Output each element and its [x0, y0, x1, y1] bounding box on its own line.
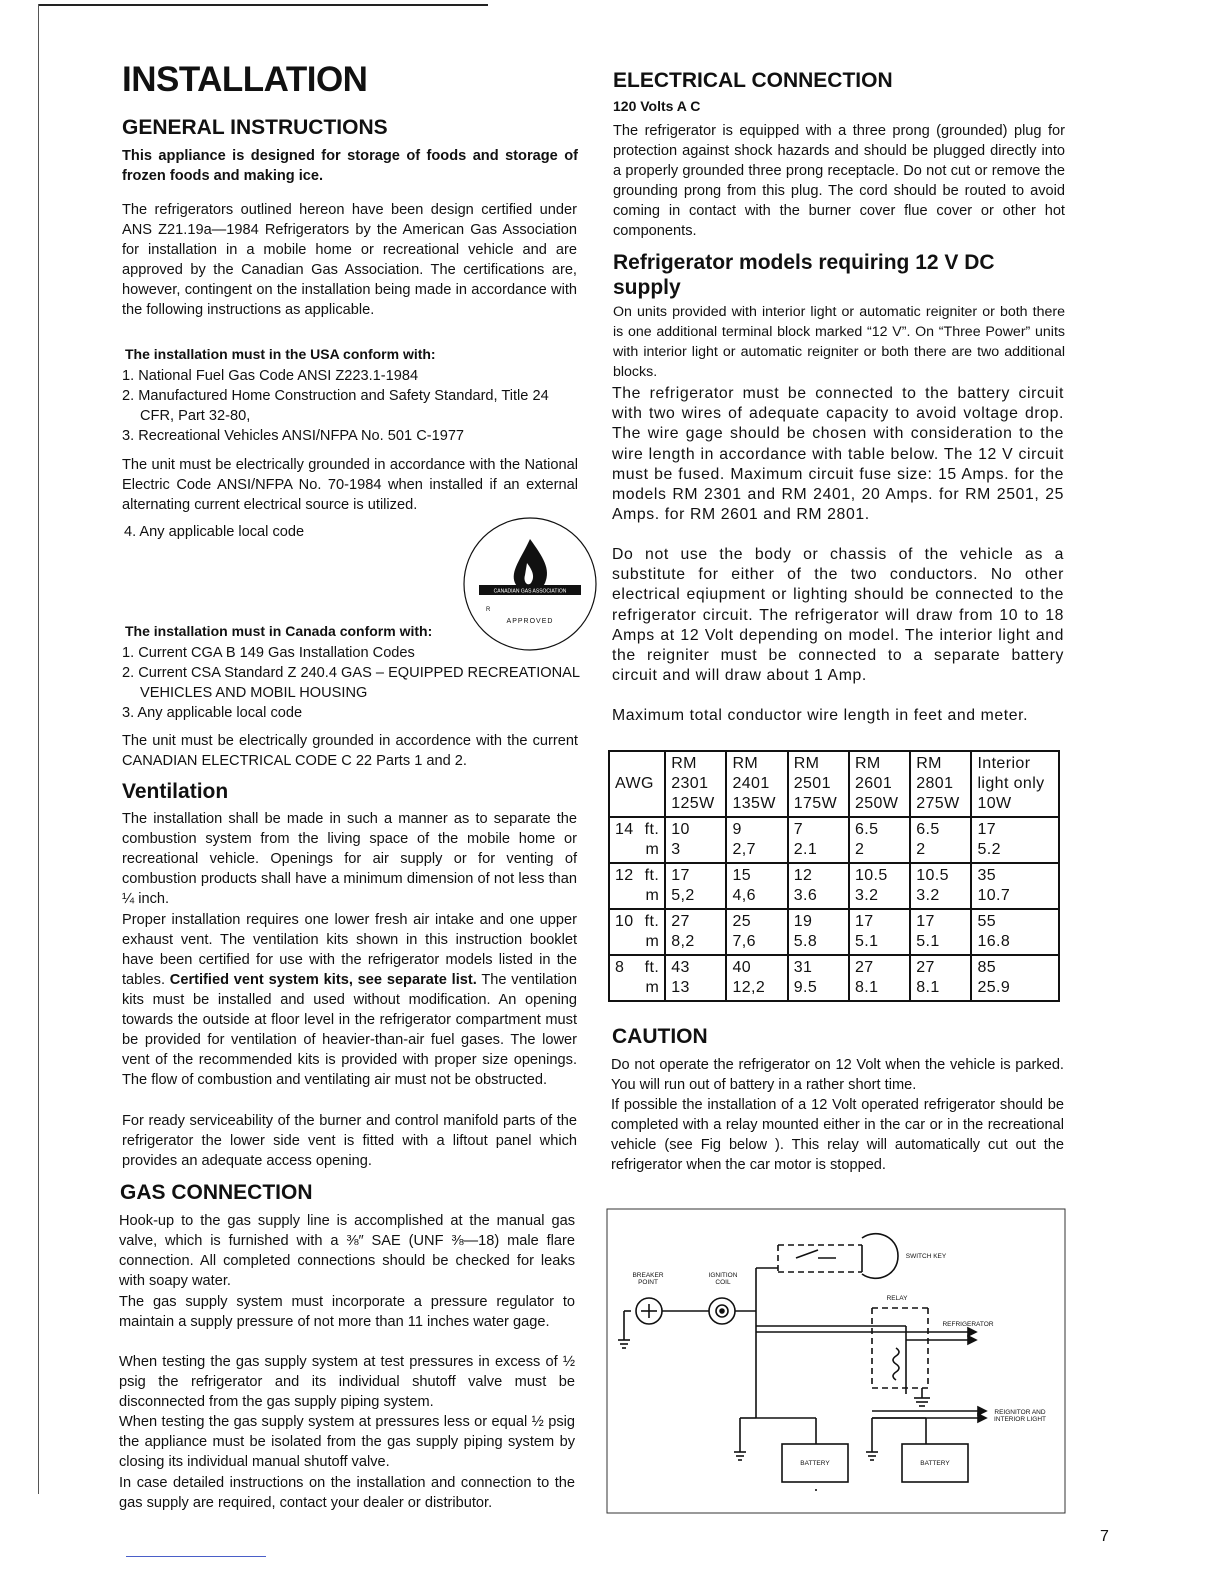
- table-cell: [910, 817, 971, 863]
- table-cell: [910, 909, 971, 955]
- unit-m: m: [645, 887, 660, 904]
- usa-item-1: 1. National Fuel Gas Code ANSI Z223.1-1984: [122, 368, 419, 384]
- label-battery-1: BATTERY: [800, 1460, 830, 1467]
- cell-ft: 19: [793, 913, 813, 930]
- header-text: RM: [916, 755, 942, 772]
- caution-para-1: Do not operate the refrigerator on 12 Volt when the vehicle is parked. You will run out of battery in a rather short time.: [611, 1057, 1064, 1093]
- gas-para-4: When testing the gas supply system at pressures less or equal ½ psig the appliance must be isolated from the gas supply piping system by closing its individual manual shutoff valve.: [119, 1414, 575, 1470]
- table-cell: [971, 863, 1059, 909]
- awg-value: 12: [615, 867, 634, 884]
- header-awg: [609, 751, 665, 817]
- ventilation-para-2b: The ventilation kits must be installed and used without modification. An opening towards the outside at floor level in the refrigerator compartment must be provided for ventilation of heavier-than-air fuel gases. The lower vent of the recommended kits is provided with proper size openings. The flow of combustion and ventilating air must not be obstructed.: [122, 972, 577, 1088]
- header-interior-light: [971, 751, 1059, 817]
- canada-heading: The installation must in Canada conform with:: [125, 623, 433, 639]
- header-text: 250W: [854, 795, 899, 812]
- caution-heading: CAUTION: [612, 1025, 708, 1048]
- table-cell: [910, 955, 971, 1001]
- electrical-para-1: The refrigerator is equipped with a three prong (grounded) plug for protection against shock hazards and should be plugged directly into a properly grounded three prong receptacle. Do not cut or remove the grounding prong from this plug. The cord should be routed to avoid coming in contact with the burner cover flue cover or other hot components.: [613, 123, 1065, 239]
- cell-m: 5.1: [854, 933, 879, 950]
- cell-m: 8.1: [916, 979, 940, 996]
- header-text: RM: [854, 755, 881, 772]
- header-rm2301: [665, 751, 726, 817]
- header-text: light only: [977, 775, 1045, 792]
- header-text: RM: [671, 755, 697, 772]
- ventilation-para-2: [122, 910, 577, 1090]
- table-row: [609, 955, 1059, 1001]
- cell-ft: 25: [732, 913, 752, 930]
- general-para-2: The unit must be electrically grounded in accordance with the National Electric Code ANSI/NFPA No. 70-1984 when installed if an external alternating current electrical source is utilized.: [122, 457, 578, 513]
- cell-m: 2: [916, 841, 926, 858]
- cell-m: 8,2: [671, 933, 695, 950]
- unit-ft: ft.: [644, 913, 660, 930]
- awg-cell: [609, 863, 665, 909]
- cell-ft: 12: [793, 867, 813, 884]
- cell-ft: 15: [732, 867, 752, 884]
- header-text: 2601: [854, 775, 893, 792]
- table-cell: [971, 817, 1059, 863]
- caution-para-2: If possible the installation of a 12 Volt operated refrigerator should be completed with a relay mounted either in the car or in the recreational vehicle (see Fig below ). This relay will automatically cut out the refrigerator when the car motor is stopped.: [611, 1097, 1064, 1173]
- usa-list: [122, 366, 582, 446]
- canada-item-1: 1. Current CGA B 149 Gas Installation Codes: [122, 645, 415, 661]
- gas-para-1: Hook-up to the gas supply line is accomplished at the manual gas valve, which is furnished with a ⅜″ SAE (UNF ⅜—18) male flare connection. All completed connections should be checked for leaks with soapy water.: [119, 1213, 575, 1289]
- cell-m: 3: [671, 841, 681, 858]
- table-cell: [788, 817, 849, 863]
- page-number: 7: [1100, 1528, 1109, 1545]
- cell-ft: 17: [916, 913, 935, 930]
- usa-item-3: 3. Recreational Vehicles ANSI/NFPA No. 501 C-1977: [122, 428, 465, 444]
- table-cell: [849, 863, 910, 909]
- ventilation-kits-note: Certified vent system kits, see separate list.: [169, 972, 477, 988]
- footnote-rule: [126, 1556, 266, 1557]
- unit-ft: ft.: [644, 821, 660, 838]
- general-para-3: The unit must be electrically grounded in accordence with the current CANADIAN ELECTRICAL CODE C 22 Parts 1 and 2.: [122, 733, 578, 769]
- label-battery-2: BATTERY: [920, 1460, 950, 1467]
- electrical-heading: ELECTRICAL CONNECTION: [613, 69, 893, 92]
- header-text: 125W: [671, 795, 715, 812]
- usa-item-4: 4. Any applicable local code: [124, 524, 305, 540]
- electrical-sub: 120 Volts A C: [613, 98, 701, 114]
- usa-item-2: 2. Manufactured Home Construction and Safety Standard, Title 24 CFR, Part 32-80,: [122, 388, 549, 424]
- general-para-1: The refrigerators outlined hereon have been design certified under ANS Z21.19a—1984 Refrigerators by the American Gas Association for installation in a mobile home or recreational vehicle and are approved by the Canadian Gas Association. The certifications are, however, contingent on the installation being made in accordance with the following instructions as applicable.: [122, 202, 577, 318]
- cell-ft: 27: [671, 913, 690, 930]
- cell-m: 3.6: [793, 887, 818, 904]
- table-row: [609, 909, 1059, 955]
- table-cell: [726, 863, 787, 909]
- cell-m: 2,7: [732, 841, 756, 858]
- cell-ft: 10.5: [916, 867, 949, 884]
- cell-m: 7,6: [732, 933, 756, 950]
- cell-m: 4,6: [732, 887, 756, 904]
- cell-ft: 27: [854, 959, 874, 976]
- table-cell: [726, 955, 787, 1001]
- awg-cell: [609, 909, 665, 955]
- header-awg-label: AWG: [615, 775, 654, 792]
- gas-para-2: The gas supply system must incorporate a pressure regulator to maintain a supply pressure of not more than 11 inches water gage.: [119, 1294, 575, 1330]
- cell-m: 8.1: [854, 979, 879, 996]
- awg-value: 10: [615, 913, 634, 930]
- table-cell: [726, 817, 787, 863]
- cell-m: 3.2: [916, 887, 940, 904]
- table-header-row: [609, 751, 1059, 817]
- unit-m: m: [645, 841, 660, 858]
- general-instructions-heading: GENERAL INSTRUCTIONS: [122, 116, 388, 139]
- header-text: 275W: [916, 795, 960, 812]
- page-title: INSTALLATION: [122, 60, 368, 99]
- cell-ft: 9: [732, 821, 742, 838]
- header-rm2801: [910, 751, 971, 817]
- cell-ft: 7: [793, 821, 803, 838]
- cell-m: 5.8: [793, 933, 818, 950]
- table-cell: [849, 955, 910, 1001]
- ventilation-para-1: The installation shall be made in such a manner as to separate the combustion system from the living space of the mobile home or recreational vehicle. Openings for air supply or for venting of combustion products shall have a minimum dimension of not less than ¼ inch.: [122, 811, 577, 907]
- gas-para-3: When testing the gas supply system at test pressures in excess of ½ psig the refrigerator and its individual shutoff valve must be disconnected from the gas supply piping system.: [119, 1354, 575, 1410]
- header-text: Interior: [977, 755, 1031, 772]
- cell-ft: 55: [977, 913, 997, 930]
- cell-ft: 35: [977, 867, 997, 884]
- badge-mark: R: [486, 607, 491, 613]
- table-cell: [971, 955, 1059, 1001]
- cell-m: 13: [671, 979, 690, 996]
- cell-m: 9.5: [793, 979, 818, 996]
- awg-value: 14: [615, 821, 634, 838]
- cell-m: 5,2: [671, 887, 695, 904]
- wire-length-table: [608, 750, 1060, 1002]
- table-cell: [910, 863, 971, 909]
- label-switch-key: SWITCH KEY: [905, 1253, 947, 1260]
- table-cell: [665, 955, 726, 1001]
- label-refrigerator: REFRIGERATOR: [942, 1321, 994, 1328]
- page-left-rule: [38, 4, 39, 1494]
- unit-ft: ft.: [644, 867, 660, 884]
- header-text: RM: [732, 755, 759, 772]
- dc-para-1: On units provided with interior light or automatic reigniter or both there is one additional terminal block marked “12 V”. On “Three Power” units with interior light or automatic reigniter or both there are two additional blocks.: [613, 304, 1065, 380]
- cell-ft: 27: [916, 959, 935, 976]
- ventilation-para-2a: Proper installation requires one lower fresh air intake and one upper exhaust vent. The ventilation kits shown in this instruction booklet have been certified for use with the refrigerator models listed in the tables.: [122, 912, 577, 988]
- ventilation-heading: Ventilation: [122, 780, 229, 803]
- cell-ft: 31: [793, 959, 813, 976]
- cell-m: 5.1: [916, 933, 940, 950]
- label-reignitor-1: REIGNITOR AND: [994, 1409, 1046, 1416]
- header-text: 2801: [916, 775, 954, 792]
- badge-approved: APPROVED: [506, 618, 554, 625]
- cell-ft: 6.5: [916, 821, 940, 838]
- label-ignition-coil-2: COIL: [715, 1279, 731, 1286]
- table-cell: [971, 909, 1059, 955]
- dc-supply-heading: Refrigerator models requiring 12 V DC supply: [613, 251, 995, 299]
- header-rm2501: [788, 751, 849, 817]
- cell-ft: 10.5: [854, 867, 888, 884]
- awg-value: 8: [615, 959, 625, 976]
- cga-approved-badge: [463, 517, 597, 651]
- awg-cell: [609, 817, 665, 863]
- header-text: 2401: [732, 775, 770, 792]
- page-top-rule: [38, 4, 488, 6]
- relay-wiring-diagram: [606, 1208, 1066, 1514]
- usa-heading: The installation must in the USA conform with:: [125, 346, 436, 362]
- label-ignition-coil-1: IGNITION: [708, 1272, 738, 1279]
- canada-item-2: 2. Current CSA Standard Z 240.4 GAS – EQUIPPED RECREATIONAL VEHICLES AND MOBIL HOUSING: [122, 665, 580, 701]
- cell-m: 2.1: [793, 841, 818, 858]
- table-cell: [849, 909, 910, 955]
- canada-item-3: 3. Any applicable local code: [122, 705, 303, 721]
- table-cell: [665, 909, 726, 955]
- unit-m: m: [645, 979, 660, 996]
- label-reignitor-2: INTERIOR LIGHT: [993, 1416, 1047, 1423]
- header-rm2601: [849, 751, 910, 817]
- table-cell: [788, 909, 849, 955]
- cell-m: 16.8: [977, 933, 1011, 950]
- gas-connection-heading: GAS CONNECTION: [120, 1181, 313, 1204]
- table-row: [609, 817, 1059, 863]
- unit-ft: ft.: [644, 959, 660, 976]
- cell-ft: 43: [671, 959, 690, 976]
- awg-cell: [609, 955, 665, 1001]
- header-rm2401: [726, 751, 787, 817]
- unit-m: m: [645, 933, 660, 950]
- label-breaker-point-1: BREAKER: [632, 1272, 664, 1279]
- table-cell: [788, 955, 849, 1001]
- gas-para-5: In case detailed instructions on the installation and connection to the gas supply are required, contact your dealer or distributor.: [119, 1475, 575, 1511]
- table-cell: [665, 817, 726, 863]
- label-relay: RELAY: [886, 1295, 908, 1302]
- cell-ft: 85: [977, 959, 997, 976]
- table-cell: [726, 909, 787, 955]
- table-cell: [665, 863, 726, 909]
- cell-ft: 17: [977, 821, 997, 838]
- cell-m: 2: [854, 841, 865, 858]
- cell-m: 5.2: [977, 841, 1001, 858]
- table-cell: [788, 863, 849, 909]
- header-text: 2301: [671, 775, 709, 792]
- cell-ft: 6.5: [854, 821, 879, 838]
- dc-para-2: The refrigerator must be connected to the battery circuit with two wires of adequate capacity to avoid voltage drop. The wire gage should be chosen with consideration to the wire length in accordance with table below. The 12 V circuit must be fused. Maximum circuit fuse size: 15 Amps. for the models RM 2301 and RM 2401, 20 Amps. for RM 2501, 25 Amps. for RM 2601 and RM 2801.: [612, 385, 1064, 524]
- canada-list: [122, 643, 580, 723]
- header-text: 2501: [793, 775, 831, 792]
- header-text: RM: [793, 755, 820, 772]
- header-text: 175W: [793, 795, 838, 812]
- dc-para-4: Maximum total conductor wire length in feet and meter.: [612, 707, 1029, 724]
- cell-m: 12,2: [732, 979, 766, 996]
- cell-ft: 17: [854, 913, 874, 930]
- cell-m: 3.2: [854, 887, 879, 904]
- cell-m: 10.7: [977, 887, 1011, 904]
- general-lead: This appliance is designed for storage of foods and storage of frozen foods and making ice.: [122, 148, 578, 184]
- cell-ft: 10: [671, 821, 690, 838]
- header-text: 10W: [977, 795, 1012, 812]
- ventilation-para-3: For ready serviceability of the burner and control manifold parts of the refrigerator the lower side vent is fitted with a liftout panel which provides an adequate access opening.: [122, 1113, 577, 1169]
- label-breaker-point-2: POINT: [638, 1279, 658, 1286]
- table-row: [609, 863, 1059, 909]
- cell-ft: 40: [732, 959, 752, 976]
- header-text: 135W: [732, 795, 776, 812]
- cell-ft: 17: [671, 867, 690, 884]
- cell-m: 25.9: [977, 979, 1011, 996]
- badge-banner: CANADIAN GAS ASSOCIATION: [493, 588, 567, 595]
- dc-para-3: Do not use the body or chassis of the vehicle as a substitute for either of the two conductors. No other electrical eqiupment or lighting should be connected to the refrigerator circuit. The refrigerator will draw from 10 to 18 Amps at 12 Volt depending on model. The interior light and the reigniter must be connected to a separate battery circuit and will draw about 1 Amp.: [612, 546, 1064, 685]
- table-cell: [849, 817, 910, 863]
